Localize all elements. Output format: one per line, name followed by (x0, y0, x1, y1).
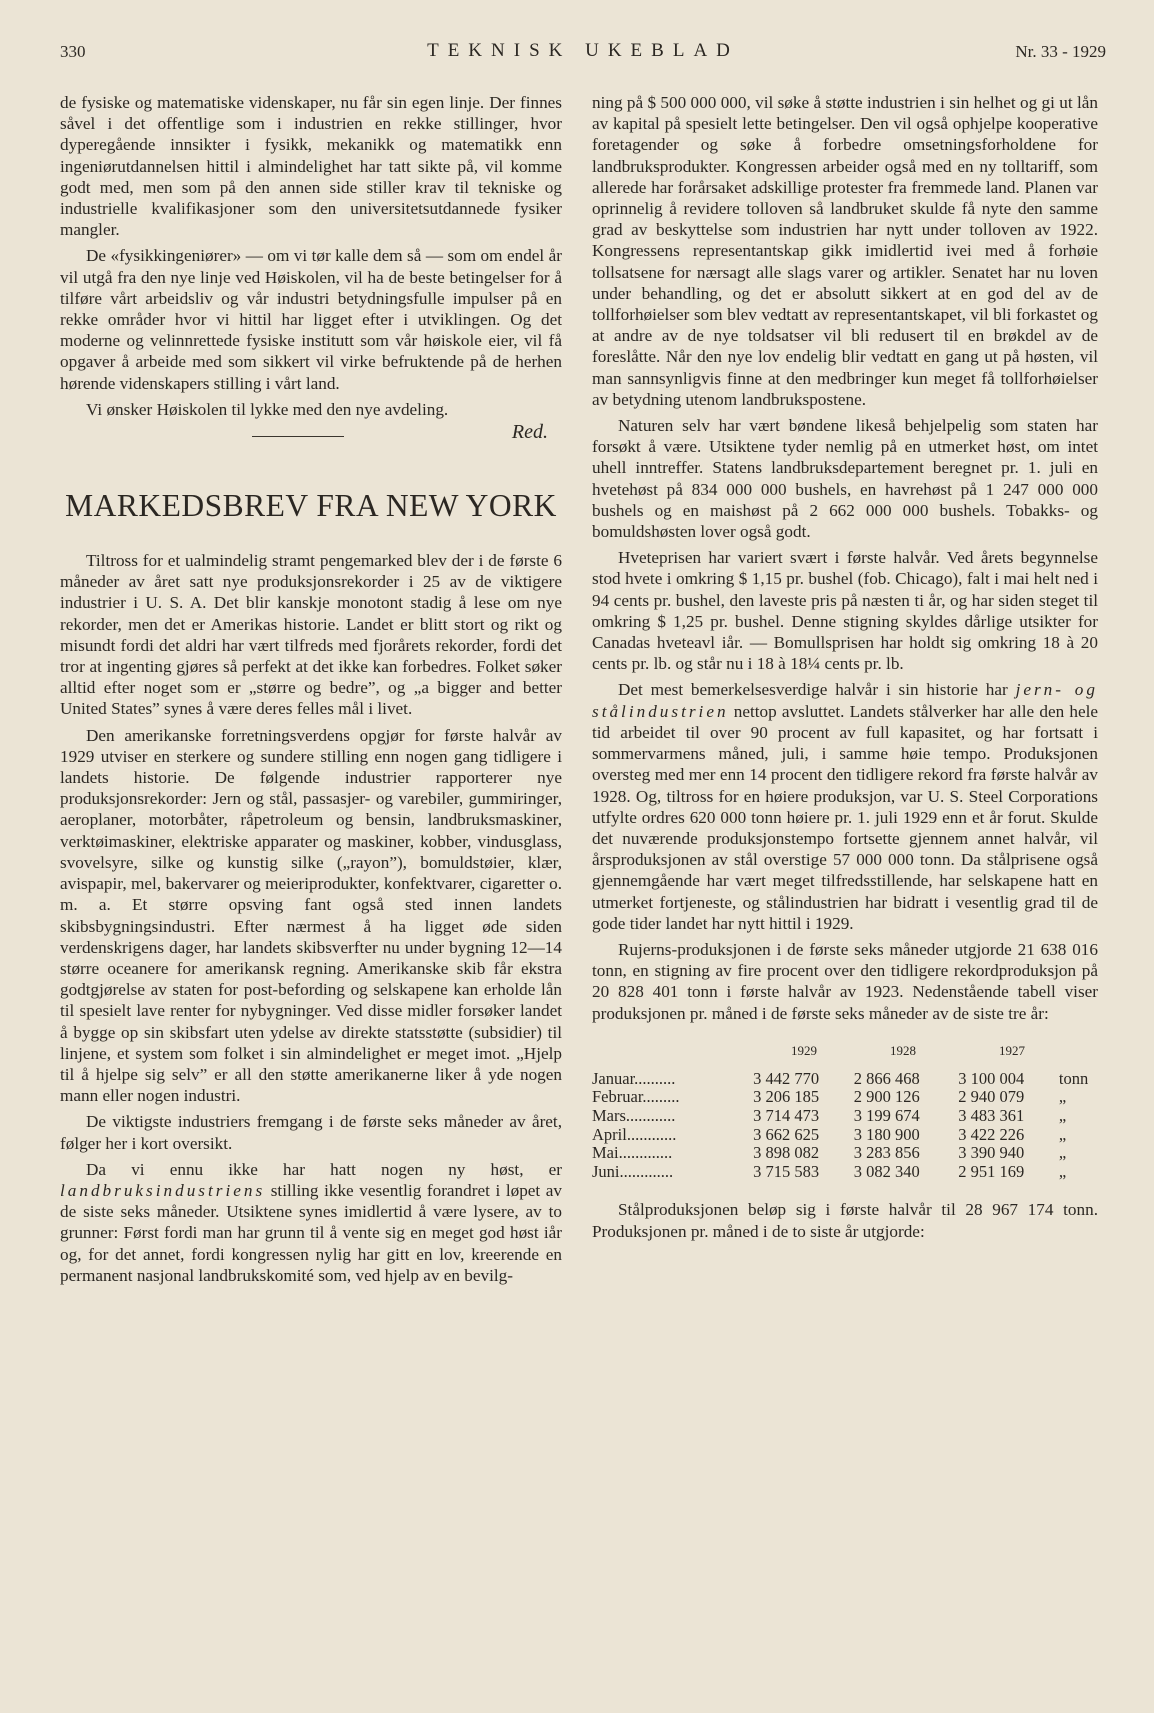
value-cell-1929: 3 715 583 (753, 1161, 820, 1181)
month-cell (592, 1126, 753, 1145)
body-paragraph: Hveteprisen har variert svært i første halvår. Ved årets begynnelse stod hvete i omkring $ 1,15 pr. bushel (fob. Chicago), falt i mai helt ned i 94 cents pr. bushel, den laveste pris på næsten ti år, og har siden steget til omkring $ 1,25 pr. bushel. Denne stigning skyldes dårlige utsikter for Canadas hveteavl iår. — Bomullsprisen har holdt sig omkring 18 à 20 cents pr. lb. og står nu i 18 à 18¼ cents pr. lb. (592, 548, 1098, 674)
month-name: Juni (592, 1161, 620, 1181)
steel-spaced-term: jern- og stålindustrien (592, 680, 1098, 721)
body-paragraph: ning på $ 500 000 000, vil søke å støtte industrien i sin helhet og gi ut lån av kapital på spesielt lette betingelser. Den vil også ophjelpe kooperative foretagender og søke å forbedre omsetningsforholdene for landbruksprodukter. Kongressen arbeider også med en ny tolltariff, som allerede har forårsaket adskillige protester fra fremmede land. Planen var oprinnelig å revidere tolloven så landbruket skulde få nyte den samme grad av beskyttelse som industrien har nytt under tolloven av 1922. Kongressens representantskap gikk imidlertid ivei med å forhøie tollsatsene for nærsagt alle slags varer og artikler. Senatet har nu loven under behandling, og det er absolutt sikkert at en god del av de tollforhøielser som blev vedtatt av representantskapet, vil bli forkastet og at andre av de nye toldsatser vil bli redusert til en brøkdel av de foreslåtte. Når den nye lov endelig blir vedtatt en gang ut på høsten, vil man sannsynligvis finne at den medbringer kun meget få tollforhøielser av betydning utenom landbrukspostene. (592, 93, 1098, 409)
body-paragraph: Vi ønsker Høiskolen til lykke med den nye avdeling. (86, 399, 449, 419)
editor-signature: Red. (511, 421, 548, 444)
steel-lead: Det mest bemerkelsesverdige halvår i sin historie har (618, 680, 1016, 700)
page-header (60, 40, 1106, 68)
leader-dots: .......... (634, 1068, 676, 1088)
body-paragraph: De «fysikkingeniører» — om vi tør kalle dem så — som om endel år vil utgå fra den nye linje ved Høiskolen, vil ha de beste betingelser for å tilføre vårt arbeidsliv og vår industri betydningsfulle impulser på en rekke områder hvor vi hittil har ligget efter i utviklingen. Og det moderne og velinnrettede fysiske institutt som vår høiskole eier, vil få opgaver å arbeide med som sikkert vil virke befruktende på de herhen hørende videnskapers stilling i vårt land. (60, 246, 562, 393)
journal-title: TEKNISK UKEBLAD (427, 40, 739, 61)
value-cell-1927: 3 483 361 (958, 1105, 1025, 1125)
body-paragraph: Tiltross for et ualmindelig stramt pengemarked blev der i de første 6 måneder av året satt nye produksjonsrekorder i 25 av de viktigere industrier i U. S. A. Det blir kanskje monotont stadig å lese om nye rekorder, men det er Amerikas historie. Landet er blitt stort og rikt og misundt fordi det aldri har vært tilfreds med fjorårets rekorder, fordi det tror at ingenting gjøres så perfekt at det ikke kan forbedres. Folket søker alltid efter noget som er „større og bedre”, og „a bigger and better United States” synes å være deres felles mål i livet. (60, 551, 562, 719)
value-cell-1928: 3 082 340 (853, 1161, 920, 1181)
leader-dots: ......... (642, 1087, 680, 1107)
month-name: Mars (592, 1105, 626, 1125)
month-cell (592, 1107, 753, 1126)
value-cell-1929: 3 662 625 (753, 1124, 820, 1144)
agri-rest: stilling ikke vesentlig forandret i løpet av de siste seks måneder. Utsiktene synes imidlertid å være lysere, av to grunner: Først fordi man har grunn til å vente sig en meget god høst iår og, for det annet, fordi kongressen nylig har gitt en lov, kreerende en permanent nasjonal landbrukskomité som, ved hjelp av en bevilg- (60, 1180, 562, 1285)
leader-dots: ............. (618, 1143, 673, 1163)
body-paragraph: De viktigste industriers fremgang i de første seks måneder av året, følger her i kort oversikt. (60, 1112, 562, 1153)
unit-cell: „ (1058, 1143, 1067, 1163)
year-header: 1927 (999, 1042, 1025, 1058)
table-header-row (592, 1042, 1098, 1070)
table-row (592, 1126, 1098, 1145)
value-cell-1927: 3 390 940 (958, 1143, 1025, 1163)
value-cell-1929: 3 442 770 (753, 1068, 820, 1088)
month-cell (592, 1088, 753, 1107)
signature-row (60, 422, 562, 450)
month-name: Januar (592, 1068, 635, 1088)
table-row (592, 1088, 1098, 1107)
leader-dots: ............ (625, 1105, 676, 1125)
value-cell-1927: 3 422 226 (958, 1124, 1025, 1144)
table-row (592, 1070, 1098, 1089)
value-cell-1928: 2 900 126 (853, 1087, 920, 1107)
unit-cell: „ (1058, 1087, 1067, 1107)
table-row (592, 1144, 1098, 1163)
page-number: 330 (60, 42, 86, 61)
right-column (592, 92, 1098, 1242)
value-cell-1929: 3 714 473 (753, 1105, 820, 1125)
agri-lead: Da vi ennu ikke har hatt nogen ny høst, er (86, 1159, 562, 1179)
body-paragraph: Stålproduksjonen beløp sig i første halvår til 28 967 174 tonn. Produksjonen pr. måned i de to siste år utgjorde: (592, 1200, 1098, 1241)
steel-paragraph (592, 679, 1098, 933)
value-cell-1929: 3 206 185 (753, 1087, 820, 1107)
body-paragraph: de fysiske og matematiske videnskaper, nu får sin egen linje. Der finnes såvel i det offentlige som i industrien en rekke stillinger, hvor dyperegående innsikter i fysikk, mekanikk og matematikk enn ingeniørutdannelsen hittil i almindelighet har tatt sikte på, vil komme godt med, men som på den annen side stiller krav til tekniske og industrielle kvalifikasjoner som den universitetsutdannede fysiker mangler. (60, 93, 562, 240)
value-cell-1928: 3 180 900 (853, 1124, 920, 1144)
month-name: April (592, 1124, 627, 1144)
leader-dots: ............. (619, 1161, 674, 1181)
body-paragraph: Rujerns-produksjonen i de første seks måneder utgjorde 21 638 016 tonn, en stigning av fire procent over den tidligere rekordproduksjon på 20 828 401 tonn i første halvår av 1923. Nedenstående tabell viser produksjonen pr. måned i de første seks måneder av de siste tre år: (592, 939, 1098, 1023)
table-body (592, 1070, 1098, 1182)
value-cell-1927: 2 940 079 (958, 1087, 1025, 1107)
unit-cell: tonn (1058, 1068, 1089, 1088)
agri-spaced-term: landbruksindustriens (60, 1180, 266, 1200)
unit-cell: „ (1058, 1161, 1067, 1181)
month-name: Februar (592, 1087, 643, 1107)
table-row (592, 1163, 1098, 1182)
value-cell-1929: 3 898 082 (753, 1143, 820, 1163)
unit-cell: „ (1058, 1105, 1067, 1125)
value-cell-1927: 2 951 169 (958, 1161, 1025, 1181)
unit-cell: „ (1058, 1124, 1067, 1144)
issue-number: Nr. 33 - 1929 (1015, 42, 1106, 61)
left-column (60, 92, 562, 1286)
table-row (592, 1107, 1098, 1126)
month-cell (592, 1070, 753, 1089)
body-paragraph: Den amerikanske forretningsverdens opgjør for første halvår av 1929 utviser en sterkere og sundere stilling enn nogen gang tidligere i landets historie. De følgende industrier rapporterer nye produksjonsrekorder: Jern og stål, passasjer- og varebiler, gummiringer, aeroplaner, motorbåter, råpetroleum og bensin, landbruksmaskiner, verktøimaskiner, elektriske apparater og maskiner, kobber, vindusglass, svovelsyre, silke og kunstig silke („rayon”), bomuldstøier, klær, avispapir, mel, bakervarer og meieriprodukter, konfektvarer, cigaretter o. m. a. Et større opsving fant også sted innen landets skibsbygningsindustri. Efter nærmest å ha ligget øde siden verdenskrigens dager, har landets skibsverfter nu under bygning 12—14 større oceanere for amerikansk regning. Amerikanske skib får ekstra godtgjørelse av staten for post-befording og selskapene kan erholde lån til spesielt lave renter for nybygninger. Ved disse midler forsøker landet å bygge op sin skibsfart uten ydelse av direkte statsstøtte (subsidier) til linjene, et system som folket i sin almindelighet er meget imot. „Hjelp til å hjelpe sig selv” er all den støtte amerikanerne liker å yde nogen mann eller nogen industri. (60, 725, 562, 1106)
value-cell-1927: 3 100 004 (958, 1068, 1025, 1088)
body-paragraph: Naturen selv har vært bøndene likeså behjelpelig som staten har forsøkt å være. Utsiktene tyder nemlig på en utmerket høst, om intet uhell inntreffer. Statens landbruksdepartement beregnet pr. 1. juli en hvetehøst på 834 000 000 bushels, en havrehøst på 1 247 000 000 bushels og en maishøst på 2 662 000 000 bushels. Tobakks- og bomuldshøsten lover også godt. (592, 416, 1098, 542)
steel-rest: nettop avsluttet. Landets stålverker har alle den hele tid arbeidet til over 90 procent av full kapasitet, og har fortsatt i sommervarmens måned, juli, i samme høie tempo. Produksjonen oversteg med mer enn 14 procent den tidligere rekord fra første halvår av 1928. Og, tiltross for en høiere produksjon, var U. S. Steel Corporations utfylte ordres 620 000 tonn høiere pr. 1. juli 1929 enn et år forut. Skulde det nuværende produksjonstempo fortsette gjennem annet halvår, vil årsproduksjonen av stål overstige 57 000 000 tonn. Da stålprisene også gjennemgående har vært meget tilfredsstillende, har selskapene hatt en utmerket fortjeneste, og stålindustrien har bidratt i vesentlig grad til de gode tider landet har nytt hittil i 1929. (592, 701, 1098, 933)
value-cell-1928: 3 199 674 (853, 1105, 920, 1125)
month-name: Mai (592, 1143, 619, 1163)
year-header: 1929 (791, 1042, 817, 1058)
production-table (592, 1042, 1098, 1182)
year-header: 1928 (890, 1042, 916, 1058)
leader-dots: ............ (626, 1124, 677, 1144)
month-cell (592, 1144, 753, 1163)
month-cell (592, 1163, 753, 1182)
agriculture-paragraph (60, 1159, 562, 1286)
article-title: MARKEDSBREV FRA NEW YORK (65, 488, 557, 524)
value-cell-1928: 2 866 468 (853, 1068, 920, 1088)
signature-rule (252, 436, 344, 437)
value-cell-1928: 3 283 856 (853, 1143, 920, 1163)
